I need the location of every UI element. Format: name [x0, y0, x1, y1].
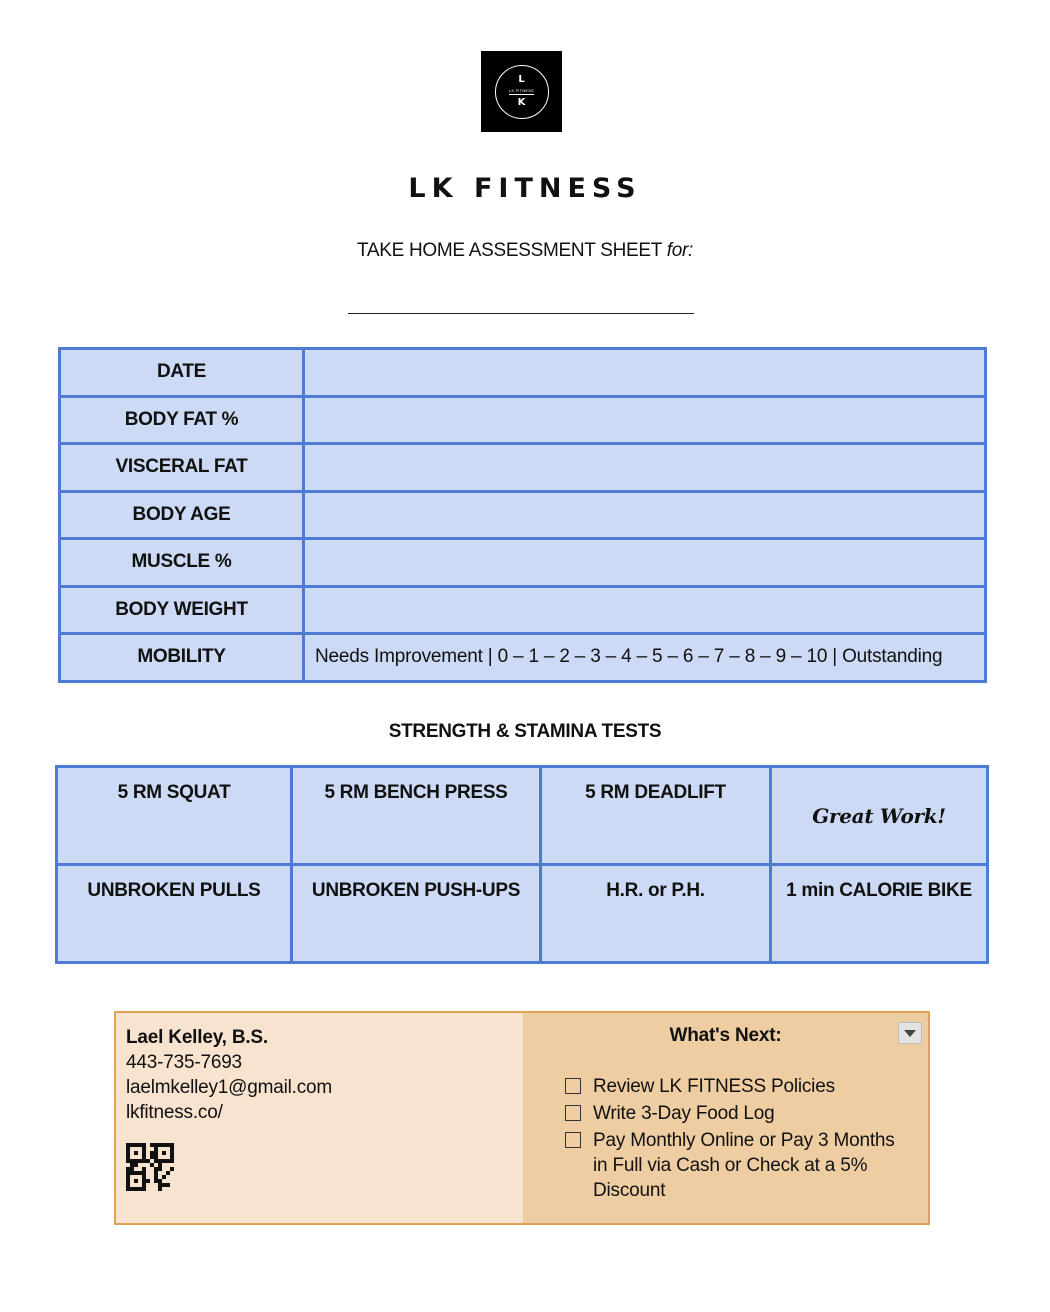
- test-cell-hr-ph[interactable]: H.R. or P.H.: [541, 865, 771, 963]
- table-row: [60, 491, 986, 539]
- table-row: [60, 539, 986, 587]
- great-work-cell: Great Work!: [771, 767, 988, 865]
- table-row: [57, 865, 988, 963]
- checkbox[interactable]: [565, 1078, 581, 1094]
- logo-ring: [495, 65, 549, 119]
- checkbox[interactable]: [565, 1105, 581, 1121]
- test-cell-push-ups[interactable]: UNBROKEN PUSH-UPS: [292, 865, 541, 963]
- checklist-item-payment: Pay Monthly Online or Pay 3 Months in Full via Cash or Check at a 5% Discount: [593, 1130, 895, 1201]
- logo-small-text: LK FITNESS: [509, 88, 534, 93]
- row-label-body-age: BODY AGE: [60, 491, 304, 539]
- row-label-date: DATE: [60, 349, 304, 397]
- table-row: [60, 586, 986, 634]
- row-value-date[interactable]: [304, 349, 986, 397]
- test-cell-deadlift[interactable]: 5 RM DEADLIFT: [541, 767, 771, 865]
- row-label-mobility: MOBILITY: [60, 634, 304, 682]
- whats-next-panel: [523, 1013, 928, 1223]
- checklist-item-policies: Review LK FITNESS Policies: [593, 1076, 835, 1097]
- tests-heading: STRENGTH & STAMINA TESTS: [388, 721, 662, 742]
- table-row: [57, 767, 988, 865]
- assessment-table: [58, 347, 987, 683]
- list-item: [565, 1074, 914, 1099]
- table-row: [60, 349, 986, 397]
- footer-box: [114, 1011, 930, 1225]
- test-cell-squat[interactable]: 5 RM SQUAT: [57, 767, 292, 865]
- logo-top-letter: L: [518, 74, 525, 85]
- contact-website[interactable]: lkfitness.co/: [126, 1102, 223, 1123]
- contact-phone[interactable]: 443-735-7693: [126, 1052, 242, 1073]
- row-label-body-weight: BODY WEIGHT: [60, 586, 304, 634]
- test-cell-bench-press[interactable]: 5 RM BENCH PRESS: [292, 767, 541, 865]
- whats-next-title: What's Next:: [669, 1025, 782, 1046]
- test-cell-pulls[interactable]: UNBROKEN PULLS: [57, 865, 292, 963]
- table-row: [60, 396, 986, 444]
- row-value-body-weight[interactable]: [304, 586, 986, 634]
- row-value-muscle[interactable]: [304, 539, 986, 587]
- test-cell-calorie-bike[interactable]: 1 min CALORIE BIKE: [771, 865, 988, 963]
- table-row: [60, 634, 986, 682]
- checkbox[interactable]: [565, 1132, 581, 1148]
- chevron-down-icon: [904, 1030, 916, 1037]
- subtitle-text: TAKE HOME ASSESSMENT SHEET: [357, 240, 662, 261]
- row-value-body-age[interactable]: [304, 491, 986, 539]
- brand-title: LK FITNESS: [408, 173, 642, 204]
- checklist: [565, 1074, 914, 1203]
- client-name-line[interactable]: [348, 313, 694, 314]
- row-value-mobility-scale[interactable]: Needs Improvement | 0 – 1 – 2 – 3 – 4 – 5 – 6 – 7 – 8 – 9 – 10 | Outstanding: [304, 634, 986, 682]
- row-label-muscle: MUSCLE %: [60, 539, 304, 587]
- list-item: [565, 1101, 914, 1126]
- brand-logo: [481, 51, 562, 132]
- contact-name: Lael Kelley, B.S.: [126, 1027, 268, 1048]
- row-label-body-fat: BODY FAT %: [60, 396, 304, 444]
- dropdown-button[interactable]: [898, 1022, 922, 1044]
- contact-email[interactable]: laelmkelley1@gmail.com: [126, 1077, 333, 1098]
- logo-bottom-letter: K: [517, 97, 526, 108]
- subtitle-for: for:: [666, 240, 693, 261]
- checklist-item-food-log: Write 3-Day Food Log: [593, 1103, 775, 1124]
- row-label-visceral-fat: VISCERAL FAT: [60, 444, 304, 492]
- table-row: [60, 444, 986, 492]
- row-value-body-fat[interactable]: [304, 396, 986, 444]
- list-item: [565, 1128, 914, 1203]
- sheet-subtitle: [0, 240, 1050, 262]
- row-value-visceral-fat[interactable]: [304, 444, 986, 492]
- contact-panel: [116, 1013, 523, 1223]
- tests-table: [55, 765, 989, 964]
- qr-code-icon[interactable]: [126, 1143, 174, 1191]
